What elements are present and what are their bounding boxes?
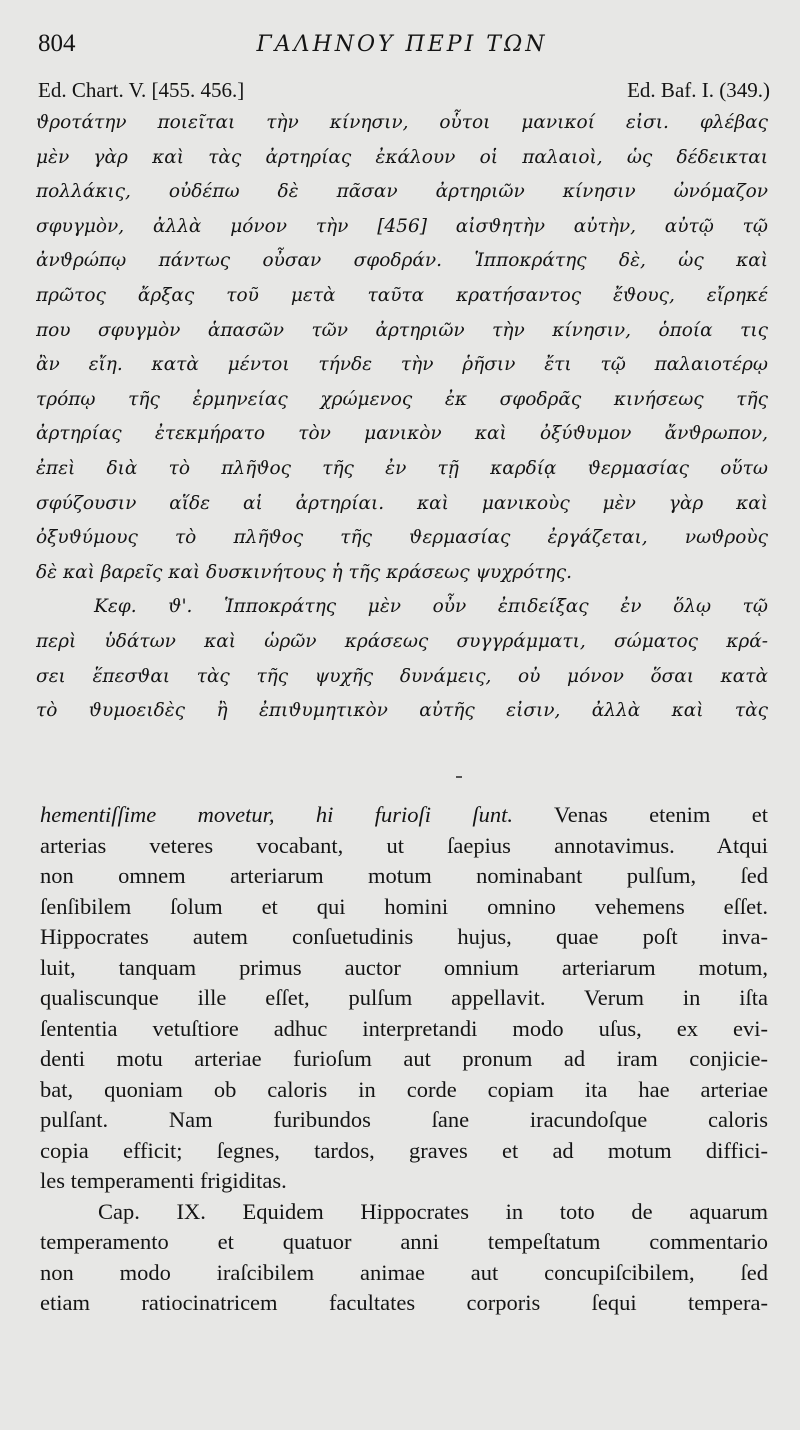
- greek-line: σφύζουσιν αἵδε αἱ ἀρτηρίαι. καὶ μανικοὺς μὲν γὰρ καὶ: [36, 492, 768, 514]
- latin-line: temperamento et quatuor anni tempeſtatum commentario: [40, 1229, 768, 1254]
- running-header: [38, 30, 766, 64]
- greek-line: σφυγμὸν, ἀλλὰ μόνον τὴν [456] αἰσϑητὴν αὐτὴν, αὐτῷ τῷ: [36, 215, 768, 237]
- latin-line: les temperamenti frigiditas.: [40, 1168, 287, 1193]
- latin-line: denti motu arteriae furioſum aut pronum ad iram conjicie-: [40, 1046, 768, 1071]
- greek-line: τρόπῳ τῆς ἑρμηνείας χρώμενος ἐκ σφοδρᾶς κινήσεως τῆς: [36, 388, 768, 410]
- latin-italic-fragment: hementiſſime movetur, hi furioſi ſunt.: [40, 802, 514, 827]
- greek-line: περὶ ὑδάτων καὶ ὡρῶν κράσεως συγγράμματι, σώματος κρά-: [36, 630, 768, 652]
- greek-line: πολλάκις, οὐδέπω δὲ πᾶσαν ἀρτηριῶν κίνησιν ὠνόμαζον: [36, 181, 768, 203]
- greek-line: ϑροτάτην ποιεῖται τὴν κίνησιν, οὗτοι μανικοί εἰσι. φλέβας: [36, 112, 768, 133]
- column-divider-mark: [456, 776, 462, 778]
- greek-line: που σφυγμὸν ἁπασῶν τῶν ἀρτηριῶν τὴν κίνησιν, ὁποία τις: [36, 319, 768, 341]
- latin-fragment: Venas etenim et: [554, 802, 768, 827]
- latin-line: pulſant. Nam furibundos ſane iracundoſque caloris: [40, 1107, 768, 1132]
- greek-line: ὀξυϑύμους τὸ πλῆϑος τῆς ϑερμασίας ἐργάζεται, νωϑροὺς: [36, 527, 768, 549]
- latin-line: ſenſibilem ſolum et qui homini omnino vehemens eſſet.: [40, 893, 768, 919]
- latin-line: Hippocrates autem conſuetudinis hujus, quae poſt inva-: [40, 924, 768, 949]
- greek-line: ἂν εἴη. κατὰ μέντοι τήνδε τὴν ῥῆσιν ἔτι τῷ παλαιοτέρῳ: [36, 354, 768, 376]
- greek-text-block: [36, 106, 768, 729]
- latin-line: arterias veteres vocabant, ut ſaepius annotavimus. Atqui: [40, 832, 768, 858]
- greek-line: μὲν γὰρ καὶ τὰς ἀρτηρίας ἐκάλουν οἱ παλαιοὶ, ὡς δέδεικται: [36, 146, 768, 168]
- greek-line: ἀρτηρίας ἐτεκμήρατο τὸν μανικὸν καὶ ὀξύϑυμον ἄνϑρωπον,: [36, 423, 768, 445]
- latin-line: ſententia vetuſtiore adhuc interpretandi modo uſus, ex evi-: [40, 1015, 768, 1041]
- greek-line: ἀνϑρώπῳ πάντως οὖσαν σφοδράν. Ἱπποκράτης δὲ, ὡς καὶ: [36, 250, 768, 272]
- greek-chapter-start: Κεφ. ϑ'. Ἱπποκράτης μὲν οὖν ἐπιδείξας ἐν ὅλῳ τῷ: [94, 596, 768, 618]
- latin-line: qualiscunque ille eſſet, pulſum appellavit. Verum in iſta: [40, 985, 768, 1010]
- latin-line: copia efficit; ſegnes, tardos, graves et ad motum diffici-: [40, 1137, 768, 1163]
- edition-references: [38, 78, 770, 106]
- latin-chapter-start: Cap. IX. Equidem Hippocrates in toto de aquarum: [98, 1198, 768, 1224]
- latin-line: etiam ratiocinatricem facultates corporis ſequi tempera-: [40, 1290, 768, 1315]
- edition-ref-chart: Ed. Chart. V. [455. 456.]: [38, 78, 245, 102]
- page-number: 804: [38, 30, 76, 57]
- latin-line: non omnem arteriarum motum nominabant pulſum, ſed: [40, 863, 768, 888]
- latin-first-line: [40, 800, 768, 831]
- greek-line: δὲ καὶ βαρεῖς καὶ δυσκινήτους ἡ τῆς κράσεως ψυχρότης.: [36, 561, 572, 583]
- greek-line: τὸ ϑυμοειδὲς ἢ ἐπιϑυμητικὸν αὐτῆς εἰσιν, ἀλλὰ καὶ τὰς: [36, 700, 768, 722]
- edition-ref-basel: Ed. Baf. I. (349.): [627, 78, 770, 102]
- latin-text-block: [40, 800, 768, 1319]
- running-title: ΓΑΛΗΝΟΥ ΠΕΡΙ ΤΩΝ: [256, 32, 548, 57]
- greek-line: ἐπεὶ διὰ τὸ πλῆϑος τῆς ἐν τῇ καρδίᾳ ϑερμασίας οὕτω: [36, 457, 768, 479]
- latin-line: non modo iraſcibilem animae aut concupiſcibilem, ſed: [40, 1259, 768, 1285]
- greek-line: πρῶτος ἄρξας τοῦ μετὰ ταῦτα κρατήσαντος ἔϑους, εἴρηκέ: [36, 284, 768, 306]
- latin-line: luit, tanquam primus auctor omnium arteriarum motum,: [40, 954, 768, 980]
- latin-line: bat, quoniam ob caloris in corde copiam ita hae arteriae: [40, 1076, 768, 1102]
- greek-line: σει ἕπεσϑαι τὰς τῆς ψυχῆς δυνάμεις, οὐ μόνον ὅσαι κατὰ: [36, 665, 768, 687]
